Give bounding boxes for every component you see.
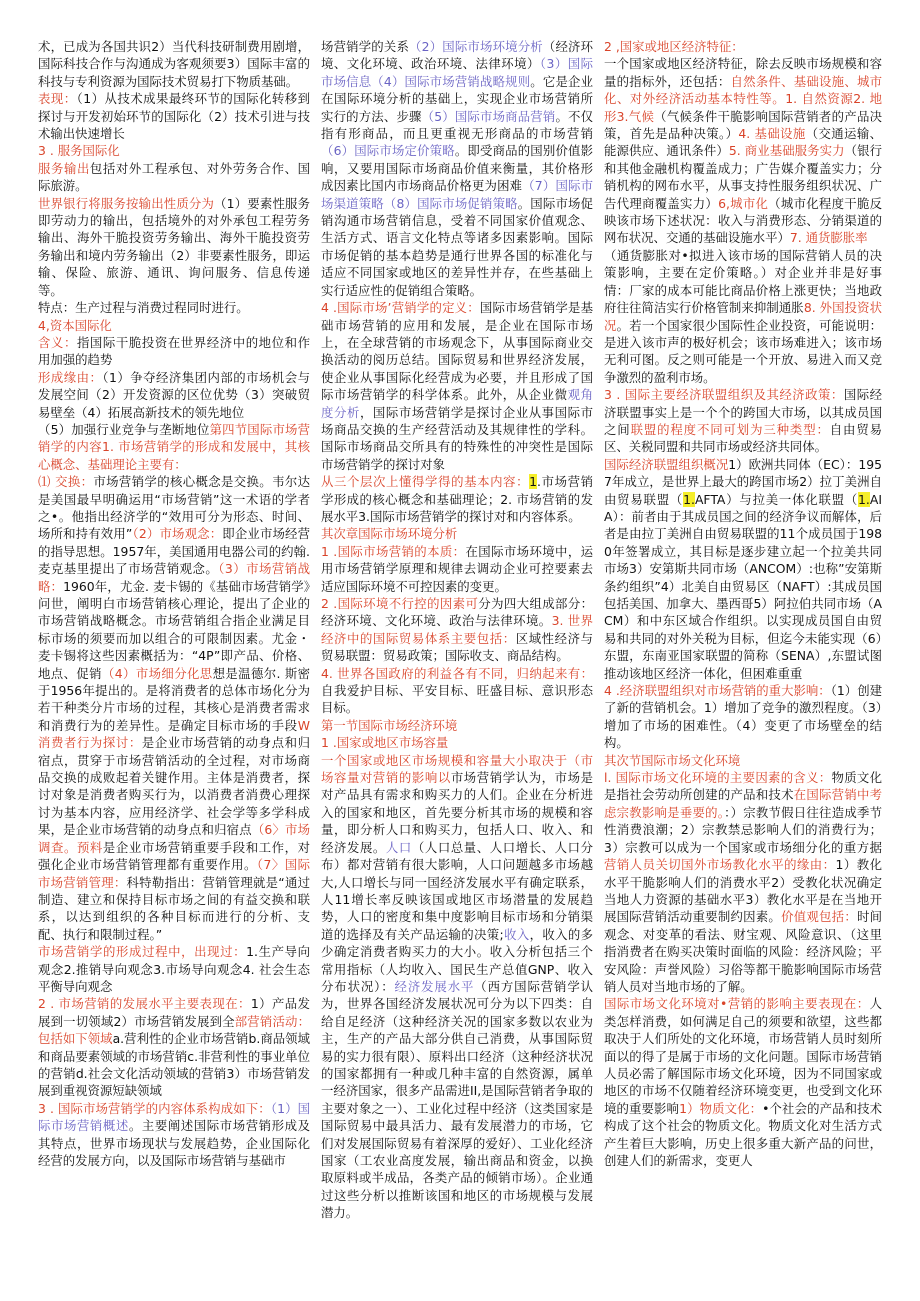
heading-text: 部营销活动：包括如下领域 bbox=[38, 1013, 310, 1047]
heading-text: （2）市场观念： bbox=[132, 526, 223, 542]
body-text: （1）创建了新的营销机会。1）增加了竞争的激烈程度。（3）增加了市场的困难性。（4）变更了市场壁垒的结构。 bbox=[604, 683, 882, 751]
body-text: 区域性经济与贸易联盟：贸易政策；国际收支、商品结构。 bbox=[321, 630, 593, 664]
body-text: 。即受商品的国别价值影响，又要用国际市场商品价值来衡量，其价格形成因素比国内市场商品价格更为困难 bbox=[321, 143, 593, 194]
paragraph bbox=[321, 665, 593, 717]
paragraph bbox=[38, 38, 310, 90]
paragraph bbox=[38, 369, 310, 421]
heading-text: 国际市场文化环境对•营销的影响主要表现在： bbox=[604, 996, 870, 1012]
body-text: ，收入的多少确定消费者购买力的大小。收入分析包括三个常用指标（人均收入、国民生产总值GNP、收入分布状况）： bbox=[321, 926, 593, 994]
paragraph bbox=[321, 752, 593, 1222]
body-text: AFTA）与拉美一体化联盟（ bbox=[694, 491, 859, 507]
heading-text: 价值观包括： bbox=[781, 909, 857, 925]
body-text: 。若一个国家很少国际性企业投资，可能说明：是进入该市声的极好机会；该市场难进入；该市场无利可图。反之则可能是一个开放、易进入而又竞争激烈的盈利市场。 bbox=[604, 317, 882, 385]
term-text: （6）国际市场定价策略 bbox=[321, 143, 455, 159]
heading-text: （7〉国际市场营销管理： bbox=[38, 857, 310, 890]
text-column-3 bbox=[604, 38, 882, 1293]
heading-text: 在国际营销中考虑宗教影响是垂要的。 bbox=[604, 787, 882, 820]
body-text: 是企业市场营销的动身点和归宿点，贯穿于市场营销活动的全过程，对市场商品交换的成败起着关键作用。主体是消费者，探讨对象是消费者购买行为，以消费者消费心理探讨为基本内容，应用经济学、社会学等多学科成果，是企业市场营销的动身点和归宿点 bbox=[38, 735, 310, 838]
body-text: 术，已成为各国共识2）当代科技研制费用剧增，国际科技合作与沟通成为客观须要3）国际丰富的科技与专利资源为国际技术贸易打下物质基础。 bbox=[38, 39, 310, 89]
term-text: 经济发展水平 bbox=[394, 978, 475, 994]
body-text: （经济环境、文化环境、政治环境、法律环境） bbox=[321, 39, 593, 72]
body-text: 物质文化是指社会劳动所创建的产品和技术 bbox=[604, 770, 882, 803]
paragraph bbox=[321, 543, 593, 595]
term-text: （1） bbox=[270, 1100, 298, 1116]
body-text: 市场营销学的核心概念是交换。韦尔达是美国最早明确运用“市场营销”这一术语的学者之•。他指出经济学的“效用可分为形态、时间、场所和持有效用” bbox=[38, 474, 310, 542]
body-text: 一个国家或地区经济特征，除去反映市场规模和容量的指标外，还包括： bbox=[604, 56, 882, 89]
paragraph bbox=[321, 734, 593, 751]
body-text: 在国际市场环境中，运用市场营销学原理和规律去调动企业可控要素去适应国际环境不可控因素的变更。 bbox=[321, 543, 593, 594]
body-text: 1960年，尤金. 麦卡锡的《基础市场营销学》问世，阐明白市场营销核心理论，提出了企业的市场营销战略概念。市场营销组合指企业满足目标市场的须要而加以组合的可限制因素。尤金・麦卡锡将这些因素概括为：“4P”即产品、价格、地点、促销 bbox=[38, 578, 310, 681]
term-text: 收入 bbox=[503, 926, 530, 942]
body-text: 。它是企业在国际环境分析的基础上，实现企业市场营销所实行的方法、步骤 bbox=[321, 73, 593, 124]
heading-text: 4. 世界各国政府的利益各有不同，归纳起来有： bbox=[321, 665, 593, 681]
paragraph bbox=[321, 717, 593, 734]
heading-text: 4. 基础设施 bbox=[738, 126, 806, 142]
heading-text: 4 .国际市场’营销学的定义： bbox=[321, 300, 480, 316]
heading-text: W消费者行为探讨： bbox=[38, 717, 310, 751]
body-text: 1）教化水平干脆影响人们的消费水平2）受教化状况确定当地人力资源的基础水平3）教化水平是在当地开展国际营销活动重要制约因素。 bbox=[604, 857, 882, 925]
heading-text: 含义： bbox=[38, 334, 77, 350]
body-text: （通货膨胀对•拟进入该市场的国际营销人员的决策影响，主要在定价策略。）对企业并非是好事情：厂家的成本可能比商品价格上涨更快；当地政府往往简洁实行价格管制来抑制通胀 bbox=[604, 247, 882, 316]
body-text: 。国际市场促销沟通市场营销信息，受着不同国家价值观念、生活方式、语言文化特点等诸多因素影响。国际市场促销的基本趋势是通行世界各国的标准化与适应不同国家或地区的差异性并存，在些基础上实行适应性的促销组合策略。 bbox=[321, 195, 593, 298]
heading-text: 一个国家或地区市场规模和容量大小取决于（市场容量对营销的影响以 bbox=[321, 752, 593, 786]
paragraph bbox=[38, 142, 310, 159]
paragraph bbox=[38, 995, 310, 1099]
term-text: （2）国际市场环境分析 bbox=[409, 39, 543, 54]
paragraph bbox=[321, 38, 593, 299]
body-text: 分为四大组成部分：经济环境、文化环境、政治与法律环境。 bbox=[321, 596, 593, 629]
paragraph bbox=[604, 682, 882, 752]
heading-text: 2 .国际环境不行控的因素可 bbox=[321, 596, 479, 611]
body-text: 1）欧洲共同体（EC）：1957年成立，是世界上最大的跨国市场2）拉丁美洲自由贸易联盟（ bbox=[604, 456, 882, 507]
heading-text: 6,城市化 bbox=[718, 195, 769, 211]
paragraph bbox=[38, 90, 310, 142]
body-text: a.营利性的企业市场营销b.商品领域和商品要素领域的市场营销c.非营利性的事业单位的营销d.社会文化活动领域的营销3）市场营销发展到重视资源短缺领域 bbox=[38, 1031, 310, 1099]
body-text: 特点：生产过程与消费过程同时进行。 bbox=[38, 300, 249, 316]
text-column-1 bbox=[38, 38, 310, 1293]
body-text: 人类怎样消费，如何满足自己的须要和欲望，这些都取决于人们所处的文化环境，市场营销人员时刻所面以的得了是属于市场的文化问题。国际市场营销人员必需了解国际市场文化环境，因为不同国家或地区的市场不仅随着经济环境变更，也受到文化环境的重要影响 bbox=[604, 996, 882, 1116]
body-text: AIA）：前者由于其成员国之间的经济争议而解体，后者是由拉丁美洲自由贸易联盟的11个成员国于1980年签署成立，其目标是逐步建立起一个拉美共同市场3）安第斯共同市场（ANCOM）:也称”安第斯条约组织”4）北美自由贸易区（NAFT）:其成员国包括美国、加拿大、墨西哥5）阿拉伯共同市场（ACM）和中东区域合作组织。以实现成员国自由贸易和共同的对外关税为目标，但迄今未能实现（6）东盟，东南亚国家联盟的简称（SENA）,东盟试图推动该地区经济一体化，但困难重重 bbox=[604, 491, 882, 681]
body-text: （人口总量、人口增长、人口分布）都对营销有很大影响，人口问题越多市场越大,人口增长与同一国经济发展水平有确定联系，人11增长率反映该国或地区市场潜量的发展趋势，人口的密度和集中度影响目标市场和分销渠道的选择及有关产品运输的决策; bbox=[321, 839, 593, 942]
text-column-2 bbox=[321, 38, 593, 1293]
heading-text: ⑴ 交换： bbox=[38, 474, 94, 490]
body-text: 国际经济联盟事实上是一个个的跨国大市场，以其成员国之间 bbox=[604, 387, 882, 437]
body-text: （1）争夺经济集团内部的市场机会与发展空间（2）开发资源的区位优势（3）突破贸易壁垒（4）拓展高新技术的领先地位 bbox=[38, 369, 310, 420]
body-text: 国际市场营销学是基础市场营销的应用和发展，是企业在国际市场上，在全球营销的市场观念下，从事国际商业交换活动的阅历总结。国际贸易和世界经济发展，使企业从事国际化经营成为必要，并且形成了国际市场营销学的科学体系。此外，从企业微 bbox=[321, 300, 593, 403]
heading-text: 其次章国际市场环境分析 bbox=[321, 526, 458, 542]
body-text: 即企业市场经营的指导思想。1957年，美国通用电器公司的约翰. 麦克基里提出了市场营销观念。 bbox=[38, 526, 310, 577]
term-text: （3）国际市场信息（4）国际市场营销战略规则 bbox=[321, 56, 593, 89]
paragraph bbox=[38, 334, 310, 369]
body-text: （气候条件干脆影响国际营销者的产品决策，首先是品种决策。） bbox=[604, 108, 882, 142]
heading-text: 第一节国际市场经济环境 bbox=[321, 717, 458, 733]
heading-text: （6〉市场调查。预料 bbox=[38, 822, 310, 855]
body-text: （西方国际营销学认为，世界各国经济发展状况可分为以下四类：自给自足经济（这种经济关况的国家多数以农业为主，生产的产品大部分供自己消费，从事国际贸易的实力很有限）、原料出口经济（这种经济状况的国家都拥有一种或几种丰富的自然资源，属单一经济国家，很多产品需进II,是国际营销者争取的主要对象之一）、工业化过程中经济（这类国家是国际贸易中最具活力、最有发展潜力的市场，它们对发展国际贸易有着深厚的爱好）、工业化经济国家（工农业高度发展，输出商品和资金，以换取原料或半成品，各类产品的倾销市场）。企业通过这些分析以推断该国和地区的市场规模与发展潜力。 bbox=[321, 978, 593, 1221]
body-text: ：）宗教节假日往往造成季节性消费浪潮；2）宗教禁忌影响人们的消费行为；3）宗教可以成为一个国家或市场细分化的重方据 bbox=[604, 804, 882, 855]
body-text: （银行和其他金融机构覆盖成力；广告媒介覆盖实力；分销机构的网布水平，从事支持性服务组织状况、广告代理商覆盖实力） bbox=[604, 143, 882, 211]
paragraph bbox=[321, 299, 593, 473]
paragraph bbox=[604, 456, 882, 682]
body-text: （城市化程度干脆反映该市场下述状况：收入与消费形态、分销渠道的网布状况、交通的基础设施水平） bbox=[604, 195, 882, 246]
body-text: 1 bbox=[529, 474, 538, 490]
paragraph bbox=[38, 317, 310, 334]
heading-text: 4,资本国际化 bbox=[38, 317, 112, 333]
term-text: 人口 bbox=[385, 839, 412, 855]
heading-text: 自然条件、基础设施、城市化、对外经济活动基本特性等。1. 自然资源2. 地形3.气候 bbox=[604, 73, 882, 124]
paragraph bbox=[38, 195, 310, 299]
heading-text: 国际经济联盟组织概况 bbox=[604, 456, 729, 472]
body-text: 1. bbox=[683, 491, 695, 507]
heading-text: 3 . 服务国际化 bbox=[38, 143, 120, 159]
term-text: （5）国际市场商品营销 bbox=[421, 108, 556, 124]
heading-text: 2 . 市场营销的发展水平主要表现在： bbox=[38, 996, 251, 1012]
heading-text: 3. 世界经济中的国际贸易体系主要包括： bbox=[321, 613, 593, 646]
body-text: 市场营销学认为，市场是对产品具有需求和购买力的人们。企业在分析进入的国家和地区，首先要分析其市场的规模和容量，即分析人口和购买力，包括人口、收入、和经济发展。 bbox=[321, 770, 593, 855]
heading-text: 1 .国家或地区市场容量 bbox=[321, 735, 449, 751]
body-text: .市场营销学形成的核心概念和基础理论；2. 市场营销的发展水平3.国际市场营销学的探讨对和内容体系。 bbox=[321, 474, 593, 524]
body-text: 场营销学的关系 bbox=[321, 39, 410, 54]
heading-text: 8. 外国投资状况 bbox=[604, 300, 882, 333]
body-text: 包括对外工程承包、对外劳务合作、国际旅游。 bbox=[38, 160, 310, 194]
paragraph bbox=[604, 752, 882, 769]
body-text: （1）从技术成果最终环节的国际化转移到探讨与开发初始环节的国际化（2）技术引进与技术输出快速增长 bbox=[38, 91, 310, 142]
body-text: 指国际干脆投资在世界经济中的地位和作用加强的趋势 bbox=[38, 334, 310, 368]
term-text: 观角度分析 bbox=[321, 387, 593, 420]
heading-text: 形成缘由： bbox=[38, 369, 103, 385]
paragraph bbox=[38, 299, 310, 316]
body-text: 。不仅指有形商品，而且更重视无形商品的市场营销 bbox=[321, 108, 593, 142]
heading-text: 4 .经济联盟组织对市场营销的重大影响： bbox=[604, 683, 831, 699]
paragraph bbox=[604, 247, 882, 386]
paragraph bbox=[38, 473, 310, 943]
body-text: 自我爱护目标、平安目标、旺盛目标、意识形态目标。 bbox=[321, 683, 593, 716]
body-text: •个社会的产品和技术构成了这个社会的物质文化。物质文化对生活方式产生着巨大影响，历史上很多重大新产品的问世，创建人们的新需求，变更人 bbox=[604, 1100, 882, 1168]
heading-text: 3 . 国际主要经济联盟组织及其经济政策： bbox=[604, 387, 844, 403]
body-text: 1. bbox=[858, 491, 870, 507]
body-text: 是企业市场营销重要手段和工作，对强化企业市场营销管理都有重要作用。 bbox=[38, 839, 310, 873]
paragraph bbox=[604, 386, 882, 456]
paragraph bbox=[321, 595, 593, 665]
paragraph bbox=[38, 421, 310, 473]
body-text: （交通运输、能源供应、通讯条件） bbox=[604, 126, 882, 159]
heading-text: 2 ,国家或地区经济特征： bbox=[604, 39, 744, 54]
paragraph bbox=[321, 473, 593, 525]
body-text: （1）要素性服务即劳动力的输出，包括境外的对外承包工程劳务输出、海外干脆投资劳务输出、海外干脆投资劳务输出和境内劳务输出（2）非要素性服务，即运输、保险、旅游、通讯、询问服务、信息传递等。 bbox=[38, 195, 310, 298]
heading-text: 表现： bbox=[38, 91, 77, 107]
body-text: 时间观念、对变革的看法、财宝观、风险意识、（这里指消费者在购买决策时面临的风险：经济风险；平安风险：声誉风险）习俗等都干脆影响国际市场营销人员对当地市场的了解。 bbox=[604, 909, 882, 994]
paragraph bbox=[604, 38, 882, 55]
heading-text: 1 .国际市场营销的本质： bbox=[321, 543, 466, 559]
body-text: 科特勒指出：营销管理就是“通过制造、建立和保持目标市场之间的有益交换和联系，以达到组织的各种目标而进行的分析、支配、执行和限制过程。” bbox=[38, 874, 310, 942]
body-text: 。主要阐述国际市场营销形成及其特点，世界市场现状与发展趋势，企业国际化经营的发展方向，以及国际市场营销与基础市 bbox=[38, 1118, 310, 1168]
paragraph bbox=[604, 55, 882, 246]
heading-text: 从三个层次上懂得学得的基本内容： bbox=[321, 474, 530, 490]
body-text: （5）加强行业竞争与垄断地位 bbox=[38, 421, 210, 437]
heading-text: 第四节国际市场营销学的内容1. 市场营销学的形成和发展中，其核心概念、基础理论主要有： bbox=[38, 421, 310, 472]
paragraph bbox=[38, 160, 310, 195]
heading-text: 5. 商业基础服务实力 bbox=[728, 143, 845, 159]
body-text: ，国际市场营销学是探讨企业从事国际市场商品交换的生产经营活动及其规律性的学科。国际市场商品交所具有的特殊性的冲突性是国际市场营销学的探讨对象 bbox=[321, 404, 593, 472]
paragraph bbox=[38, 943, 310, 995]
paragraph bbox=[604, 995, 882, 1169]
heading-text: 营销人员关切国外市场教化水平的缘由： bbox=[604, 857, 836, 873]
heading-text: 1）物质文化： bbox=[679, 1100, 763, 1116]
paragraph bbox=[38, 1100, 310, 1170]
body-text: 自由贸易区、关税同盟和共同市场或经济共同体。 bbox=[604, 421, 882, 455]
heading-text: 服务输出 bbox=[38, 160, 90, 176]
body-text: 1）产品发展到一切领域2）市场营销发展到全 bbox=[38, 996, 310, 1029]
body-text: 1.生产导向观念2.推销导向观念3.市场导向观念4. 社会生态平衡导向观念 bbox=[38, 944, 310, 994]
heading-text: 3 . 国际市场营销学的内容体系构成如下： bbox=[38, 1100, 271, 1116]
heading-text: 市场营销学的形成过程中，出现过： bbox=[38, 944, 247, 960]
heading-text: 其次节国际市场文化环境 bbox=[604, 752, 741, 768]
body-text: 想是温德尔. 斯密于1956年提出的。是将消费者的总体市场化分为若干种类分片市场的过程，其核心是消费者需求和消费行为的差异性。是确定目标市场的手段 bbox=[38, 665, 310, 733]
paragraph bbox=[321, 525, 593, 542]
heading-text: 联盟的程度不同可划为三种类型： bbox=[630, 421, 830, 437]
term-text: 国际市场营销概述 bbox=[38, 1100, 310, 1134]
heading-text: 世界银行将服务按输出性质分为 bbox=[38, 195, 215, 211]
term-text: （7）国际市场渠道策略（8）国际市场促销策略 bbox=[321, 178, 593, 211]
paragraph bbox=[604, 769, 882, 995]
heading-text: 7. 通货膨胀率 bbox=[789, 230, 868, 246]
heading-text: （3）市场营销战略： bbox=[38, 561, 310, 594]
heading-text: l. 国际市场文化环境的主要因素的含义： bbox=[604, 770, 832, 786]
heading-text: （4）市场细分化思 bbox=[101, 665, 213, 681]
